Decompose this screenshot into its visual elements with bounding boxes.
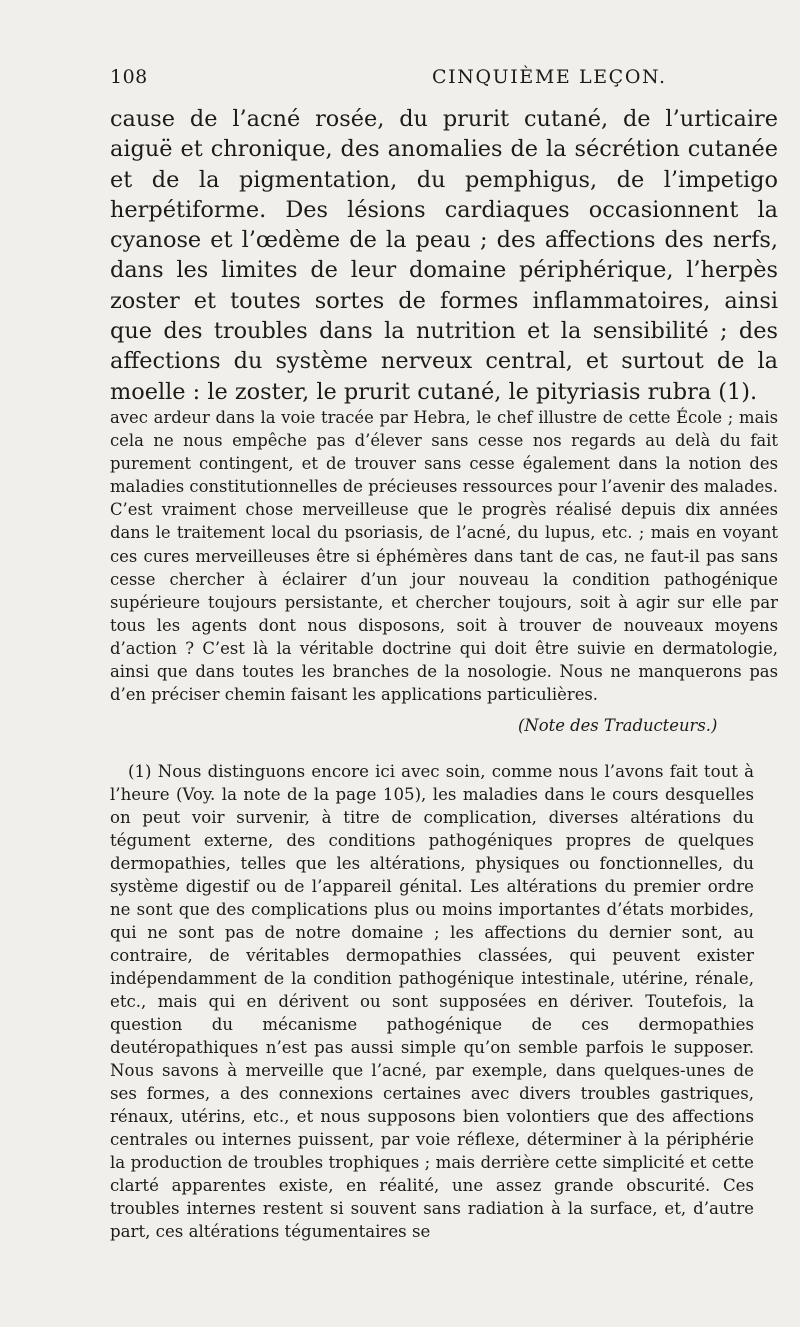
page-number: 108	[110, 66, 148, 88]
translators-note-signature: (Note des Traducteurs.)	[518, 716, 718, 735]
footnote	[110, 760, 754, 1243]
running-title: CINQUIÈME LEÇON.	[432, 66, 667, 88]
footnote-text: Nous distinguons encore ici avec soin, comme nous l’avons fait tout à l’heure (Voy. la note de la page 105), les maladies dans le cours desquelles on peut voir survenir, à titre de complication, diverses altérations du tégument externe, des conditions pathogéniques propres de quelques dermopathies, telles que les altérations, physiques ou fonctionnelles, du système digestif ou de l’appareil génital. Les altérations du premier ordre ne sont que des complications plus ou moins importantes d’états morbides, qui ne sont pas de notre domaine ; les affections du dernier sont, au contraire, de véritables dermopathies classées, qui peuvent exister indépendamment de la condition pathogénique intestinale, utérine, rénale, etc., mais qui en dérivent ou sont supposées en dériver. Toutefois, la question du mécanisme pathogénique de ces dermopathies deutéropathiques n’est pas aussi simple qu’on semble parfois le supposer. Nous savons à merveille que l’acné, par exemple, dans quelques-unes de ses formes, a des connexions certaines avec divers troubles gastriques, rénaux, utérins, etc., et nous supposons bien volontiers que des affections centrales ou internes puissent, par voie réflexe, déterminer à la périphérie la production de troubles trophiques ; mais derrière cette simplicité et cette clarté apparentes existe, en réalité, une assez grande obscurité. Ces troubles internes restent si souvent sans radiation à la surface, et, d’autre part, ces altérations tégumentaires se	[110, 762, 754, 1241]
translators-note-text: avec ardeur dans la voie tracée par Hebra, le chef illustre de cette École ; mais cela ne nous empêche pas d’élever sans cesse nos regards au delà du fait purement contingent, et de trouver sans cesse également dans la notion des maladies constitutionnelles de précieuses ressources pour l’avenir des malades. C’est vraiment chose merveilleuse que le progrès réalisé depuis dix années dans le traitement local du psoriasis, de l’acné, du lupus, etc. ; mais en voyant ces cures merveilleuses être si éphémères dans tant de cas, ne faut-il pas sans cesse chercher à éclairer d’un jour nouveau la condition pathogénique supérieure toujours persistante, et chercher toujours, soit à agir sur elle par tous les agents dont nous disposons, soit à trouver de nouveaux moyens d’action ? C’est là la véritable doctrine qui doit être suivie en dermatologie, ainsi que dans toutes les branches de la nosologie. Nous ne manquerons pas d’en préciser chemin faisant les applications particulières.	[110, 408, 778, 705]
main-paragraph: cause de l’acné rosée, du prurit cutané, de l’urticaire aiguë et chronique, des anomalies de la sécrétion cutanée et de la pigmentation, du pemphigus, de l’impetigo herpétiforme. Des lésions cardiaques occasionnent la cyanose et l’œdème de la peau ; des affections des nerfs, dans les limites de leur domaine périphérique, l’herpès zoster et toutes sortes de formes inflammatoires, ainsi que des troubles dans la nutrition et la sensibilité ; des affections du système nerveux central, et surtout de la moelle : le zoster, le prurit cutané, le pityriasis rubra (1).	[110, 106, 778, 405]
footnote-marker: (1)	[128, 762, 152, 781]
page-header	[110, 64, 770, 94]
